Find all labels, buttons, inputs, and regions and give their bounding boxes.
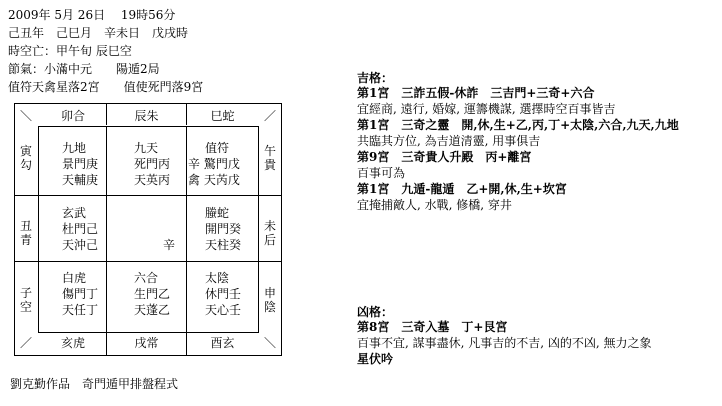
palace-1	[134, 270, 170, 318]
palace-4-door: 景門庚	[62, 157, 99, 171]
header-kongwang-line: 時空亡：甲午旬 辰巳空	[8, 44, 132, 58]
outer-frame-bottom	[14, 355, 282, 356]
palace-2-god: 值符	[205, 141, 230, 155]
outer-frame-right	[281, 103, 282, 356]
palace-1-door: 生門乙	[134, 287, 171, 301]
palace-1-god: 六合	[134, 271, 159, 285]
outer-frame-left	[14, 103, 15, 356]
palace-2-star: 禽 天芮戊	[188, 173, 240, 187]
header-zhifu-line: 值符天禽星落2宮 值使死門落9宮	[8, 80, 204, 94]
palace-8-god: 白虎	[62, 271, 87, 285]
outer-bottom-hai: 亥虎	[60, 336, 85, 350]
grid-hline-2	[38, 261, 259, 262]
palace-9-star: 天英丙	[134, 173, 171, 187]
palace-6	[205, 270, 241, 318]
header-jieqi-line: 節氣：小滿中元 陽遁2局	[8, 62, 160, 76]
palace-9	[134, 140, 170, 188]
palace-8	[62, 270, 98, 318]
palace-4	[62, 140, 98, 188]
xiong-line-1: 第8宮 三奇入墓 丁+艮宮	[357, 320, 508, 334]
left-sep-1	[14, 195, 38, 196]
palace-3-star: 天沖己	[62, 238, 99, 252]
header-ganzhi-line: 己丑年 己巳月 辛未日 戊戌時	[8, 26, 189, 40]
corner-top-left: ＼	[19, 109, 32, 123]
corner-bottom-right: ＼	[263, 336, 276, 350]
ji-line-4: 共臨其方位, 為吉道清靈, 用事俱吉	[357, 134, 541, 148]
corner-bottom-left: ／	[19, 336, 32, 350]
palace-8-door: 傷門丁	[62, 287, 99, 301]
ji-line-2: 宜經商, 遠行, 婚嫁, 運籌機謀, 選擇時空百事皆吉	[357, 102, 616, 116]
xiong-line-2: 百事不宜, 謀事盡休, 凡事吉的不吉, 凶的不凶, 無力之象	[357, 336, 652, 350]
corner-top-right: ／	[263, 109, 276, 123]
outer-right-wei: 未 后	[263, 219, 276, 247]
palace-4-star: 天輔庚	[62, 173, 99, 187]
ji-title: 吉格：	[357, 71, 394, 85]
outer-left-zi: 子 空	[19, 286, 32, 314]
palace-9-door: 死門丙	[134, 157, 171, 171]
palace-6-god: 太陰	[205, 271, 230, 285]
right-sep-2	[258, 261, 282, 262]
outer-bottom-xu: 戌常	[134, 336, 159, 350]
ji-line-6: 百事可為	[357, 166, 406, 180]
outer-right-shen: 申 陰	[263, 286, 276, 314]
palace-7	[205, 205, 241, 253]
inner-frame-top	[38, 126, 259, 127]
xiong-line-3: 星伏吟	[357, 352, 394, 366]
palace-6-door: 休門壬	[205, 287, 242, 301]
header-date-line: 2009年 5月 26日 19時56分	[8, 8, 176, 22]
xiong-title: 凶格：	[357, 305, 394, 319]
left-sep-2	[14, 261, 38, 262]
ji-line-5: 第9宮 三奇貴人升殿 丙+離宮	[357, 150, 532, 164]
palace-2	[188, 140, 240, 188]
ji-line-8: 宜掩捕敵人, 水戰, 修橋, 穿井	[357, 198, 512, 212]
ji-line-1: 第1宮 三詐五假-休詐 三吉門+三奇+六合	[357, 86, 595, 100]
palace-7-door: 開門癸	[205, 222, 242, 236]
palace-5-star: 辛	[163, 238, 176, 252]
palace-1-star: 天蓬乙	[134, 303, 171, 317]
outer-bottom-you: 酉玄	[210, 336, 235, 350]
outer-right-wu: 午 貴	[263, 144, 276, 172]
outer-top-si: 巳蛇	[210, 109, 235, 123]
outer-top-mao: 卯合	[60, 109, 85, 123]
palace-8-star: 天任丁	[62, 303, 99, 317]
palace-3-door: 杜門己	[62, 222, 99, 236]
palace-7-god: 螣蛇	[205, 206, 230, 220]
footer-credit: 劉克勤作品 奇門遁甲排盤程式	[10, 377, 179, 391]
grid-vline-2	[186, 126, 187, 333]
ji-line-3: 第1宮 三奇之靈 開,休,生+乙,丙,丁+太陰,六合,九天,九地	[357, 118, 679, 132]
palace-3	[62, 205, 98, 253]
grid-hline-1	[38, 195, 259, 196]
ji-line-7: 第1宮 九遁-龍遁 乙+開,休,生+坎宮	[357, 182, 567, 196]
palace-6-star: 天心壬	[205, 303, 242, 317]
palace-7-star: 天柱癸	[205, 238, 242, 252]
outer-frame-top	[14, 103, 282, 104]
outer-top-chen: 辰朱	[134, 109, 159, 123]
palace-9-god: 九天	[134, 141, 159, 155]
palace-2-door: 辛 驚門戊	[188, 157, 240, 171]
palace-5	[163, 237, 175, 253]
inner-frame-bottom	[38, 332, 259, 333]
grid-vline-1	[106, 126, 107, 333]
palace-3-god: 玄武	[62, 206, 87, 220]
outer-left-chou: 丑 青	[19, 219, 32, 247]
right-sep-1	[258, 195, 282, 196]
palace-4-god: 九地	[62, 141, 87, 155]
inner-frame-right	[258, 126, 259, 333]
inner-frame-left	[38, 126, 39, 333]
outer-left-yin: 寅 勾	[19, 144, 32, 172]
